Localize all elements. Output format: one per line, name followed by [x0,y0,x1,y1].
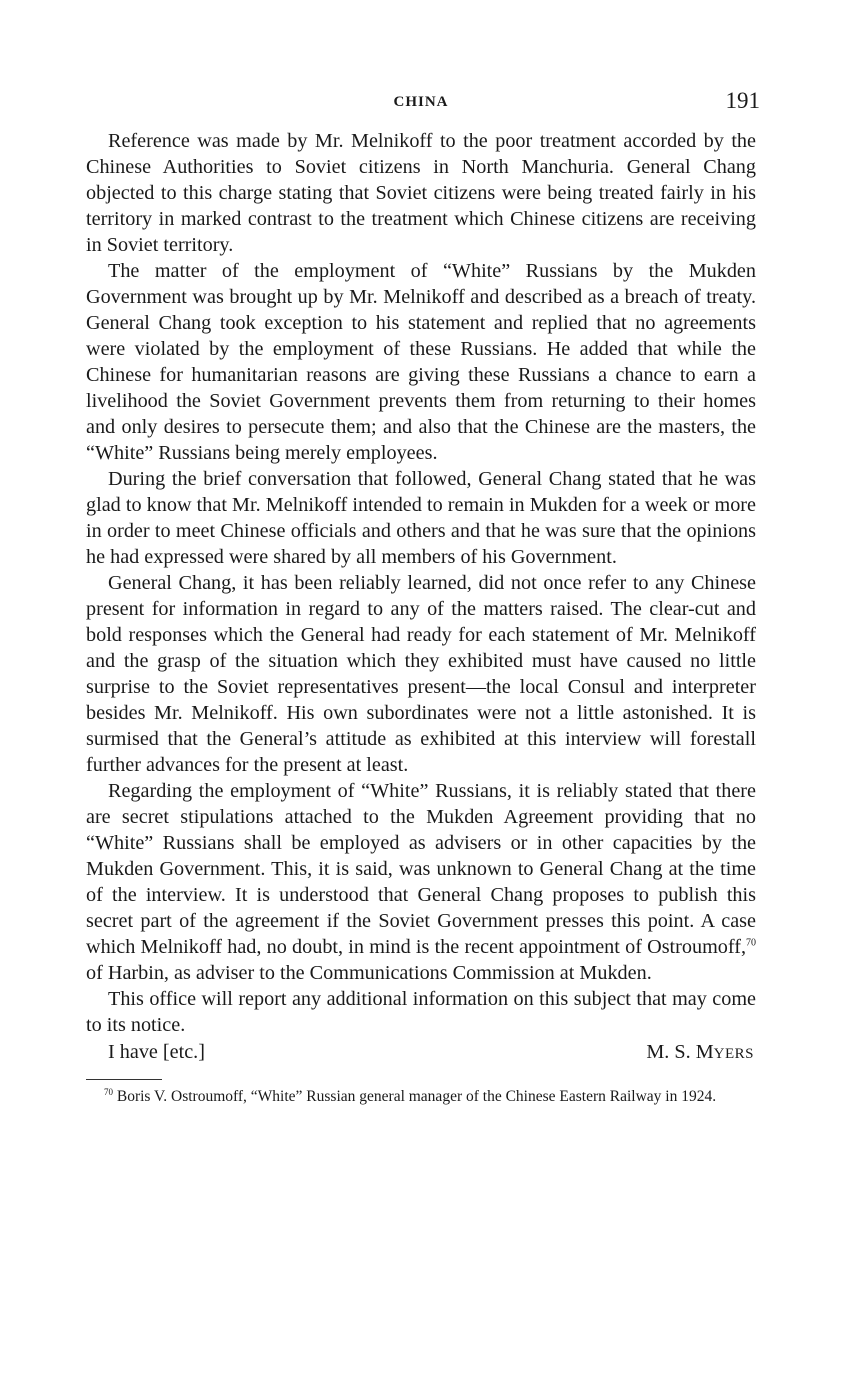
paragraph-text: Regarding the employment of “White” Russians, it is reliably stated that there are secret stipulations attached to the Mukden Agreement providing that no “White” Russians shall be employed as advisers or in other capacities by the Mukden Government. This, it is said, was unknown to General Chang at the time of the interview. It is understood that General Chang proposes to publish this secret part of the agreement if the Soviet Government presses this point. A case which Melnikoff had, no doubt, in mind is the recent appointment of Ostroumoff, [86,780,756,958]
closing-salutation: I have [etc.] [108,1041,205,1063]
paragraph [86,778,756,986]
body-text [86,128,756,1067]
footnote-number: 70 [104,1086,113,1097]
footnote-divider [86,1079,162,1080]
paragraph: During the brief conversation that followed, General Chang stated that he was glad to know that Mr. Melnikoff intended to remain in Mukden for a week or more in order to meet Chinese officials and others and that he was sure that the opinions he had expressed were shared by all members of his Government. [86,468,756,568]
footnote-text: Boris V. Ostroumoff, “White” Russian general manager of the Chinese Eastern Railway in 1924. [113,1088,717,1105]
footnote-reference: 70 [746,937,756,949]
page-header [86,88,760,124]
paragraph-text: of Harbin, as adviser to the Communications Commission at Mukden. [86,962,652,984]
paragraph: This office will report any additional information on this subject that may come to its notice. [86,988,756,1036]
paragraph: The matter of the employment of “White” Russians by the Mukden Government was brought up by Mr. Melnikoff and described as a breach of treaty. General Chang took exception to his statement and replied that no agreements were violated by the employment of these Russians. He added that while the Chinese for humanitarian reasons are giving these Russians a chance to earn a livelihood the Soviet Government prevents them from returning to their homes and only desires to persecute them; and also that the Chinese are the masters, the “White” Russians being merely employees. [86,260,756,464]
signature [646,1039,756,1067]
document-page [86,88,760,1106]
running-head: CHINA [393,94,449,110]
letter-closing [86,1039,756,1067]
signature-surname: YERS [713,1046,754,1062]
paragraph: General Chang, it has been reliably learned, did not once refer to any Chinese present for information in regard to any of the matters raised. The clear-cut and bold responses which the General had ready for each statement of Mr. Melnikoff and the grasp of the situation which they exhibited must have caused no little surprise to the Soviet representatives present—the local Consul and interpreter besides Mr. Melnikoff. His own subordinates were not a little astonished. It is surmised that the General’s attitude as exhibited at this interview will forestall further advances for the present at least. [86,572,756,776]
signature-initials: M. S. M [646,1041,714,1063]
footnote [86,1088,756,1106]
page-number: 191 [725,88,760,113]
paragraph: Reference was made by Mr. Melnikoff to the poor treatment accorded by the Chinese Authorities to Soviet citizens in North Manchuria. General Chang objected to this charge stating that Soviet citizens were being treated fairly in his territory in marked contrast to the treatment which Chinese citizens are receiving in Soviet territory. [86,130,756,256]
